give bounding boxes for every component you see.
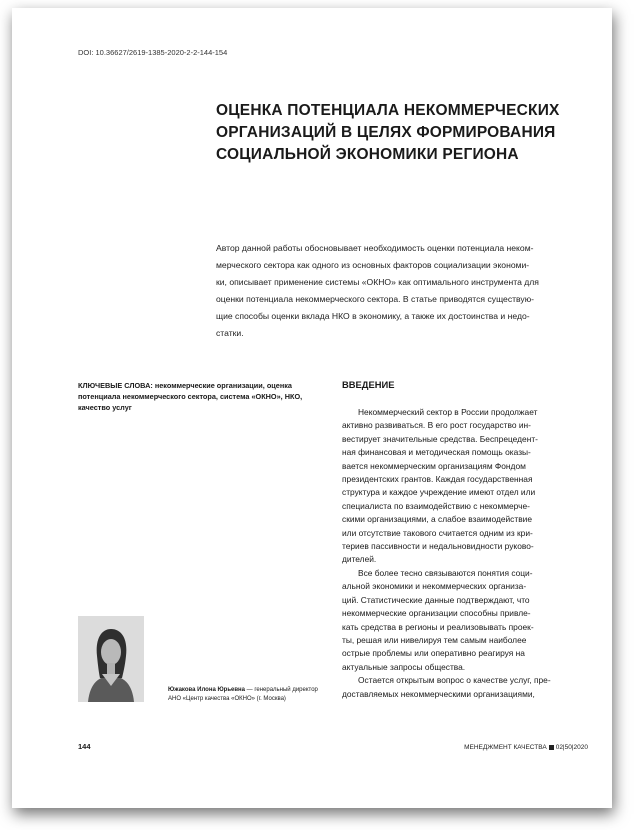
- body-line: альной экономики и некоммерческих организа-: [342, 581, 527, 592]
- body-line: специалиста по взаимодействию с некоммерче-: [342, 500, 530, 511]
- abstract-line: мерческого сектора как одного из основных факторов социализации экономи-: [216, 260, 530, 270]
- keywords-line: потенциала некоммерческого сектора, система «ОКНО», НКО,: [78, 392, 303, 401]
- body-line: Некоммерческий сектор в России продолжает: [358, 407, 538, 417]
- keywords-line: качество услуг: [78, 403, 132, 412]
- author-caption: [168, 686, 338, 704]
- title-line: СОЦИАЛЬНОЙ ЭКОНОМИКИ РЕГИОНА: [216, 146, 519, 163]
- keywords-block: [78, 380, 330, 413]
- body-line: вается некоммерческим организациям Фондом: [342, 460, 526, 471]
- running-footer: [464, 744, 588, 751]
- body-line: активно развиваться. В его рост государство ин-: [342, 420, 531, 431]
- square-separator-icon: [549, 745, 554, 750]
- article-title: [216, 100, 596, 166]
- page-number: 144: [78, 742, 91, 751]
- body-line: вестирует значительные средства. Беспрецедент-: [342, 433, 538, 444]
- author-line: [168, 686, 338, 695]
- body-line: Остается открытым вопрос о качестве услуг, пре-: [358, 675, 551, 686]
- journal-name: МЕНЕДЖМЕНТ КАЧЕСТВА: [464, 744, 547, 751]
- body-line: ная финансовая и методическая помощь оказы-: [342, 447, 531, 458]
- body-line: или отсутствие такового считается одним из кри-: [342, 527, 533, 538]
- author-affiliation: АНО «Центр качества «ОКНО» (г. Москва): [168, 696, 286, 702]
- title-line: ОРГАНИЗАЦИЙ В ЦЕЛЯХ ФОРМИРОВАНИЯ: [216, 124, 556, 141]
- body-line: острые проблемы или оперативно реагируя на: [342, 648, 525, 659]
- doi-line: DOI: 10.36627/2619-1385-2020-2-2-144-154: [78, 48, 228, 57]
- body-line: ты, решая или нивелируя тем самым наиболее: [342, 634, 527, 645]
- body-line: президентских грантов. Каждая государственная: [342, 474, 533, 485]
- body-line: кать средства в регионы и реализовывать проек-: [342, 621, 534, 632]
- body-line: дителей.: [342, 554, 377, 565]
- abstract-line: щие способы оценки вклада НКО в экономику, а также их достоинства и недо-: [216, 311, 530, 321]
- title-line: ОЦЕНКА ПОТЕНЦИАЛА НЕКОММЕРЧЕСКИХ: [216, 102, 560, 119]
- abstract-line: оценки потенциала некоммерческого сектора. В статье приводятся существую-: [216, 294, 535, 304]
- body-line: доставляемых некоммерческими организациями,: [342, 688, 535, 699]
- abstract: [216, 240, 596, 342]
- body-line: актуальные запросы общества.: [342, 661, 466, 672]
- body-line: Все более тесно связываются понятия соци-: [358, 567, 533, 578]
- body-line: скими организациями, а слабое взаимодействие: [342, 514, 532, 525]
- author-role: — генеральный директор: [245, 687, 318, 693]
- body-line: териев пассивности и недальновидности руково-: [342, 541, 534, 552]
- body-line: некоммерческие организации способны привле-: [342, 608, 531, 619]
- body-line: структура и каждое учреждение имеют отдел или: [342, 487, 536, 498]
- abstract-line: статки.: [216, 328, 244, 338]
- issue-number: 02|50|2020: [555, 744, 588, 751]
- section-heading: ВВЕДЕНИЕ: [342, 379, 395, 390]
- keywords-line: КЛЮЧЕВЫЕ СЛОВА: некоммерческие организации, оценка: [78, 381, 292, 390]
- body-line: ций. Статистические данные подтверждают, что: [342, 594, 530, 605]
- abstract-line: Автор данной работы обосновывает необходимость оценки потенциала неком-: [216, 243, 534, 253]
- body-text: [342, 406, 592, 701]
- journal-page: [12, 8, 612, 808]
- author-name: Южакова Илона Юрьевна: [168, 687, 245, 693]
- abstract-line: ки, описывает применение системы «ОКНО» как оптимального инструмента для: [216, 277, 539, 287]
- author-photo: [78, 616, 144, 702]
